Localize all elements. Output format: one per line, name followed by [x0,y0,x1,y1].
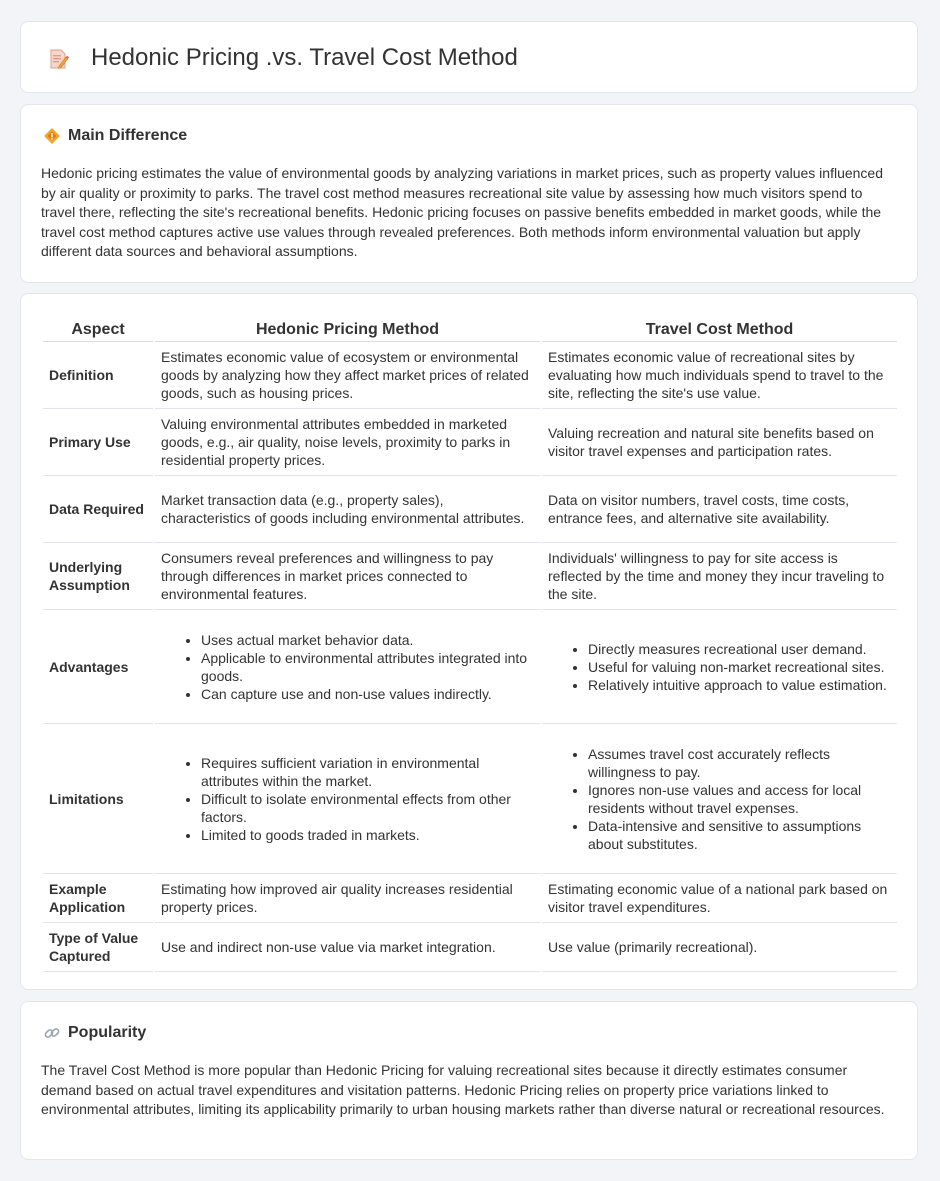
list-item: • Data-intensive and sensitive to assumptions about substitutes. [588,817,891,853]
row-travel: Individuals' willingness to pay for site access is reflected by the time and money they incur traveling to the site. [542,543,897,610]
list-item: • Uses actual market behavior data. [201,631,534,649]
list-item: • Ignores non-use values and access for local residents without travel expenses. [588,781,891,817]
list-item: • Useful for valuing non-market recreational sites. [588,658,891,676]
header-travel: Travel Cost Method [542,312,897,342]
row-travel: Estimating economic value of a national park based on visitor travel expenditures. [542,874,897,923]
row-hedonic: Use and indirect non-use value via market integration. [155,923,540,972]
hedonic-advantages-list [161,631,534,703]
travel-advantages-list [548,640,891,694]
row-aspect: Data Required [43,476,153,543]
document-pencil-icon [47,48,69,70]
main-difference-card [20,104,918,283]
row-aspect: Example Application [43,874,153,923]
row-aspect: Definition [43,342,153,409]
row-travel: Use value (primarily recreational). [542,923,897,972]
row-aspect: Primary Use [43,409,153,476]
table-row [43,342,897,409]
main-difference-text: Hedonic pricing estimates the value of environmental goods by analyzing variations in market prices, such as property values influenced by air quality or proximity to parks. The travel cost method measures recreational site value by assessing how much visitors spend to travel there, reflecting the site's recreational benefits. Hedonic pricing focuses on passive benefits embedded in market goods, while the travel cost method captures active use values through revealed preferences. Both methods inform environmental valuation but apply different data sources and behavioral assumptions. [41,165,884,259]
row-hedonic: Valuing environmental attributes embedded in marketed goods, e.g., air quality, noise levels, proximity to parks in residential property prices. [155,409,540,476]
list-item: • Limited to goods traded in markets. [201,826,534,844]
row-travel [542,724,897,874]
list-item: • Applicable to environmental attributes integrated into goods. [201,649,534,685]
row-hedonic: Estimates economic value of ecosystem or environmental goods by analyzing how they affect market prices of related goods, such as housing prices. [155,342,540,409]
row-hedonic [155,724,540,874]
row-travel: Valuing recreation and natural site benefits based on visitor travel expenses and participation rates. [542,409,897,476]
row-hedonic [155,610,540,724]
list-item: • Difficult to isolate environmental effects from other factors. [201,790,534,826]
link-icon [43,1024,61,1042]
page-title: Hedonic Pricing .vs. Travel Cost Method [91,44,518,71]
row-hedonic: Consumers reveal preferences and willingness to pay through differences in market prices connected to environmental features. [155,543,540,610]
table-row [43,409,897,476]
header-aspect: Aspect [43,312,153,342]
row-travel [542,610,897,724]
popularity-text: The Travel Cost Method is more popular than Hedonic Pricing for valuing recreational sites because it directly estimates consumer demand based on actual travel expenditures and visitation patterns. Hedonic Pricing relies on property price variations linked to environmental attributes, limiting its applicability primarily to urban housing markets rather than diverse natural or recreational resources. [41,1062,885,1117]
table-row [43,476,897,543]
main-difference-heading [43,127,187,145]
list-item: • Relatively intuitive approach to value estimation. [588,676,891,694]
comparison-card [20,293,918,990]
table-row [43,923,897,972]
table-header-row [43,312,897,342]
row-hedonic: Estimating how improved air quality increases residential property prices. [155,874,540,923]
list-item: • Can capture use and non-use values indirectly. [201,685,534,703]
header-card [20,21,918,93]
row-travel: Estimates economic value of recreational sites by evaluating how much individuals spend to travel to the site, reflecting the site's use value. [542,342,897,409]
table-row [43,724,897,874]
row-aspect: Limitations [43,724,153,874]
row-aspect: Type of Value Captured [43,923,153,972]
list-item: • Directly measures recreational user demand. [588,640,891,658]
table-row [43,874,897,923]
header-hedonic: Hedonic Pricing Method [155,312,540,342]
row-aspect: Underlying Assumption [43,543,153,610]
popularity-title: Popularity [68,1024,147,1041]
row-travel: Data on visitor numbers, travel costs, time costs, entrance fees, and alternative site availability. [542,476,897,543]
list-item: • Requires sufficient variation in environmental attributes within the market. [201,754,534,790]
comparison-table [41,312,899,972]
list-item: • Assumes travel cost accurately reflects willingness to pay. [588,745,891,781]
row-hedonic: Market transaction data (e.g., property sales), characteristics of goods including environmental attributes. [155,476,540,543]
popularity-card [20,1001,918,1160]
row-aspect: Advantages [43,610,153,724]
popularity-heading [43,1024,146,1042]
table-row [43,610,897,724]
table-row [43,543,897,610]
main-difference-title: Main Difference [68,127,188,144]
travel-limitations-list [548,745,891,853]
hedonic-limitations-list [161,754,534,844]
diamond-icon [43,127,61,145]
